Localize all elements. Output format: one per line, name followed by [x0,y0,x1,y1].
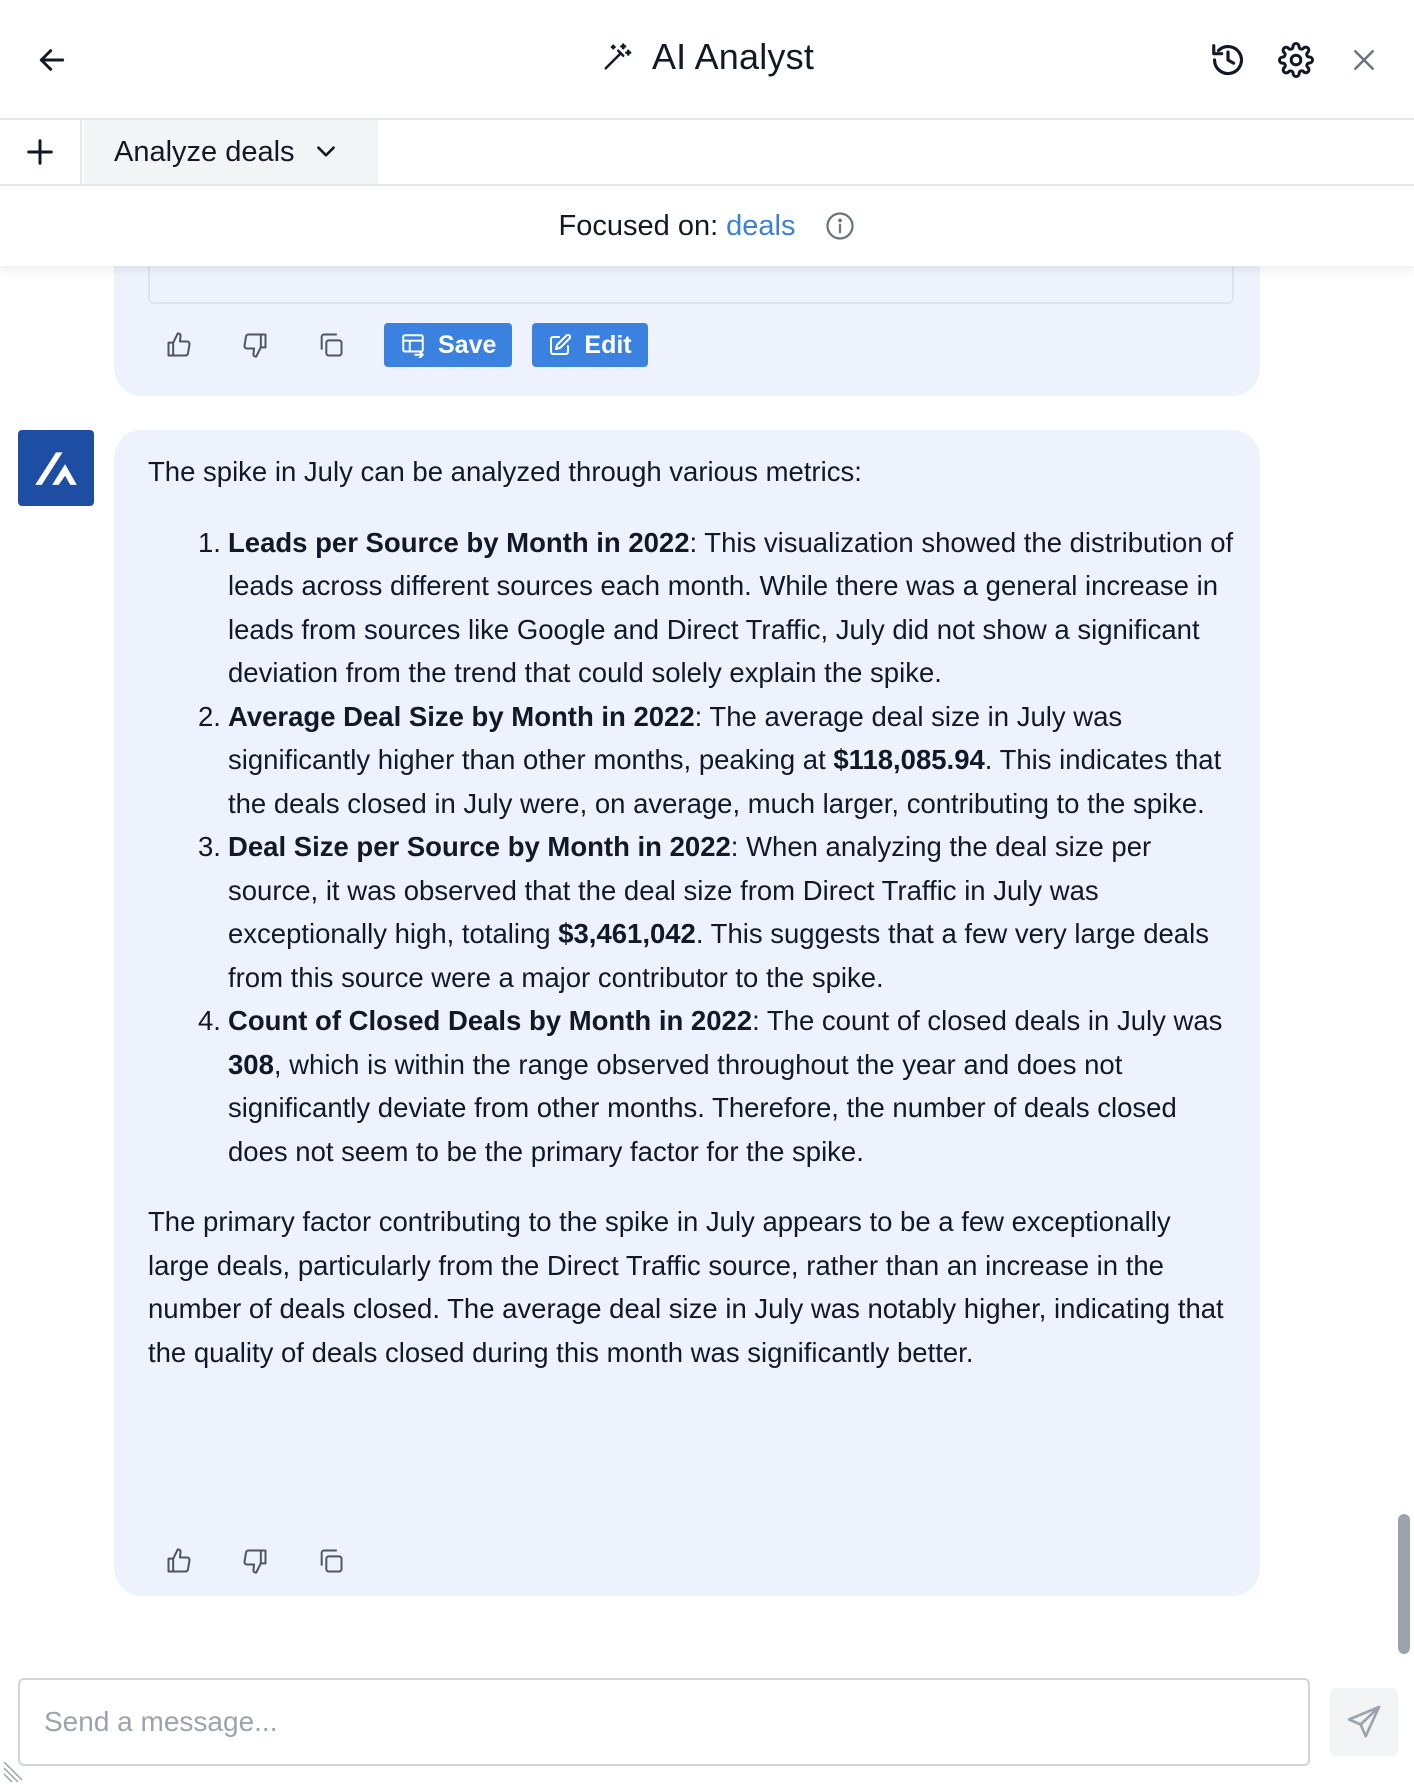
message-intro: The spike in July can be analyzed through various metrics: [148,456,862,487]
thumbs-down-button[interactable] [232,1538,278,1584]
tab-analyze-deals[interactable] [84,120,378,184]
highlight-value: $3,461,042 [558,918,696,949]
tab-label: Analyze deals [114,135,295,168]
highlight-value: 308 [228,1048,274,1080]
list-number: 1. [198,526,221,558]
save-button-label: Save [438,330,497,359]
page-title: AI Analyst [651,36,815,77]
list-item [148,825,1238,999]
chevron-down-icon [313,139,339,165]
thumbs-down-icon [241,1547,269,1575]
list-item-text: . This suggests that a few very large deals from this source were a major contributor to the spike. [228,918,1209,993]
copy-icon [317,1547,345,1575]
list-item-title: Average Deal Size by Month in 2022 [228,700,695,732]
chat-scrollbar-thumb[interactable] [1398,1514,1410,1654]
send-button[interactable] [1330,1688,1398,1756]
list-number: 2. [198,700,221,732]
list-item [148,695,1238,826]
edit-button-label: Edit [584,330,632,359]
list-item-title: Count of Closed Deals by Month in 2022 [228,1005,753,1036]
list-item-title: Leads per Source by Month in 2022 [228,526,690,558]
header-title-group [0,36,1414,78]
list-item-text: , which is within the range observed throughout the year and does not significantly deviate from other months. Therefore, the number of deals closed does not seem to be the primary factor for the spike. [228,1048,1177,1167]
close-button[interactable] [1342,38,1386,82]
list-number: 4. [198,1005,221,1036]
thumbs-up-button[interactable] [156,322,202,368]
table-save-icon [400,332,426,358]
focus-dataset-link[interactable]: deals [726,209,796,242]
list-item-text: : The count of closed deals in July was [752,1005,1223,1036]
copy-icon [317,331,345,359]
message-actions [156,1538,384,1584]
thumbs-up-button[interactable] [156,1538,202,1584]
thumbs-up-icon [165,1547,193,1575]
thumbs-down-button[interactable] [232,322,278,368]
previous-result-box [148,266,1234,304]
previous-message-bubble [114,266,1260,396]
assistant-message-bubble [114,430,1260,1596]
save-button[interactable] [384,323,512,367]
edit-button[interactable] [532,323,647,367]
chat-thread[interactable] [0,266,1414,1662]
resize-handle-icon[interactable] [2,1762,22,1782]
message-composer [18,1678,1310,1766]
history-button[interactable] [1206,38,1250,82]
list-item-title: Deal Size per Source by Month in 2022 [228,831,731,862]
list-item-text: . This indicates that the deals closed in July were, on average, much larger, contributing to the spike. [228,744,1222,819]
list-number: 3. [198,831,221,862]
edit-icon [548,333,572,357]
close-icon [1349,45,1379,75]
send-icon [1344,1702,1384,1742]
focus-label: Focused on: [558,209,719,242]
assistant-logo-icon [30,442,82,494]
settings-button[interactable] [1274,38,1318,82]
assistant-message-body [148,450,1238,1374]
message-conclusion: The primary factor contributing to the spike in July appears to be a few exceptionally large deals, particularly from the Direct Traffic source, rather than an increase in the number of deals closed. The average deal size in July was notably higher, indicating that the quality of deals closed during this month was significantly better. [148,1206,1224,1368]
copy-button[interactable] [308,322,354,368]
list-item [148,521,1238,695]
list-item-text: : The average deal size in July was significantly higher than other months, peaking at [228,700,1123,775]
thumbs-up-icon [165,331,193,359]
tab-bar [0,120,1414,186]
history-icon [1209,41,1247,79]
list-item [148,999,1238,1173]
thumbs-down-icon [241,331,269,359]
copy-button[interactable] [308,1538,354,1584]
assistant-avatar [18,430,94,506]
magic-wand-icon [600,40,634,74]
message-input[interactable] [44,1680,1284,1764]
focus-bar [0,186,1414,266]
highlight-value: $118,085.94 [833,744,985,775]
new-chat-button[interactable] [0,120,82,184]
message-actions [156,322,668,368]
gear-icon [1278,42,1314,78]
app-header [0,0,1414,120]
info-icon[interactable] [825,211,855,241]
list-item-text: : When analyzing the deal size per source, it was observed that the deal size from Direct Traffic in July was exceptionally high, totaling [228,831,1152,949]
list-item-text: : This visualization showed the distribution of leads across different sources each month. While there was a general increase in leads from sources like Google and Direct Traffic, July did not show a significant deviation from the trend that could solely explain the spike. [228,526,1234,688]
metrics-list [148,521,1238,1174]
plus-icon [25,137,55,167]
